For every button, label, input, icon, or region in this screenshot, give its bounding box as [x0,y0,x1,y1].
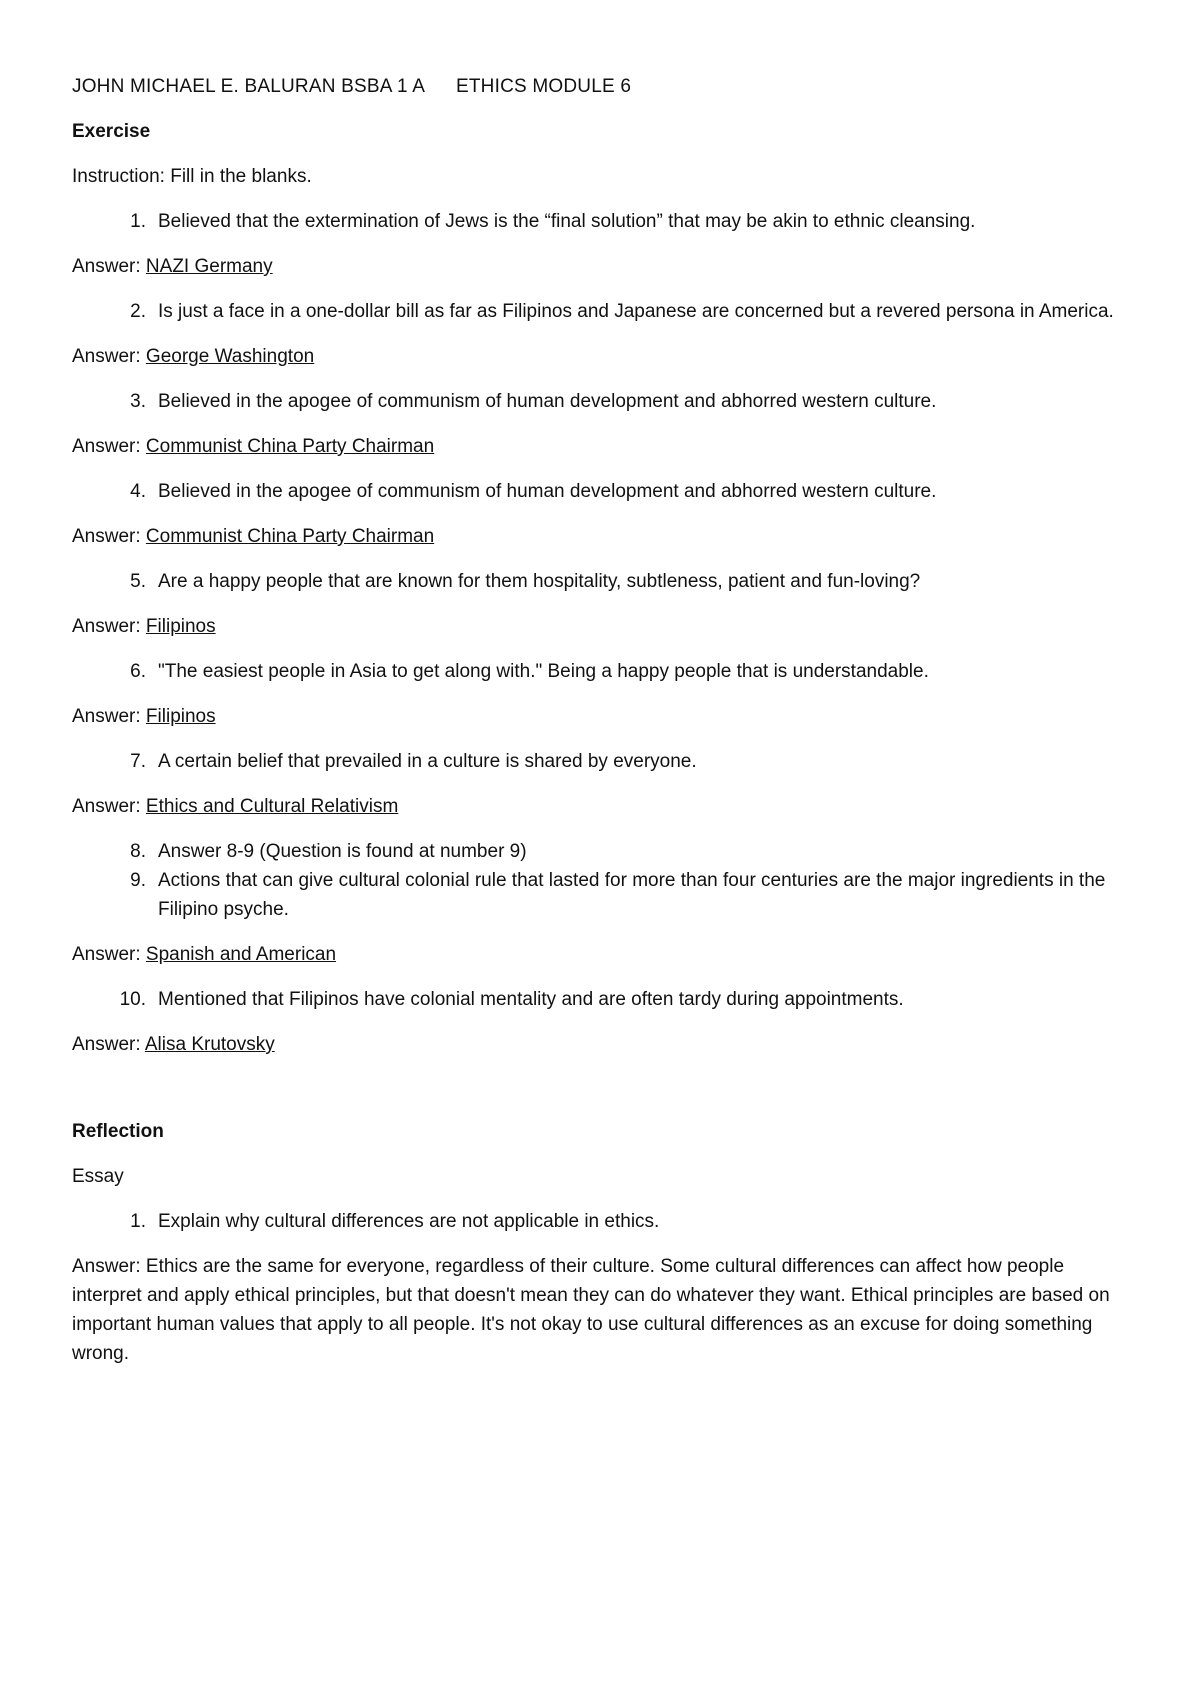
module-title: ETHICS MODULE 6 [456,76,632,97]
question-number: 4. [130,481,146,502]
answer-line [72,612,1132,641]
answer-line [72,702,1132,731]
question-item [72,207,1132,236]
question-number: 7. [130,751,146,772]
question-text: Believed in the apogee of communism of human development and abhorred western culture. [158,391,937,412]
question-text: Answer 8-9 (Question is found at number 9) [158,841,527,862]
question-text: A certain belief that prevailed in a culture is shared by everyone. [158,751,697,772]
answer-label: Answer: [72,796,141,817]
question-text: Explain why cultural differences are not applicable in ethics. [158,1211,660,1232]
question-item [72,387,1132,416]
question-text: Is just a face in a one-dollar bill as far as Filipinos and Japanese are concerned but a revered persona in America. [158,301,1114,322]
answer-value: Ethics and Cultural Relativism [145,796,399,817]
reflection-heading: Reflection [72,1121,164,1142]
answer-value: Spanish and American [145,944,337,965]
question-text: Actions that can give cultural colonial rule that lasted for more than four centuries are the major ingredients in the Filipino psyche. [158,870,1106,920]
question-text: "The easiest people in Asia to get along with." Being a happy people that is understandable. [158,661,929,682]
answer-label: Answer: [72,526,141,547]
answer-value: Alisa Krutovsky [144,1034,275,1055]
answer-value: Communist China Party Chairman [145,436,435,457]
question-number: 6. [130,661,146,682]
question-item [72,747,1132,776]
question-number: 1. [130,211,146,232]
answer-value: NAZI Germany [145,256,273,277]
question-block-4 [72,477,1132,551]
exercise-heading: Exercise [72,121,151,142]
question-block-3 [72,387,1132,461]
question-item [72,866,1132,924]
question-text: Are a happy people that are known for them hospitality, subtleness, patient and fun-loving? [158,571,921,592]
document-header [72,72,1132,101]
question-block-1 [72,207,1132,281]
question-block-5 [72,567,1132,641]
essay-question [72,1207,1132,1236]
answer-label: Answer: [72,706,141,727]
answer-label: Answer: [72,256,141,277]
essay-subheading: Essay [72,1166,124,1187]
answer-line [72,342,1132,371]
question-item [72,477,1132,506]
question-item [72,657,1132,686]
question-block-7 [72,747,1132,821]
question-number: 3. [130,391,146,412]
question-item [72,837,1132,866]
question-block-6 [72,657,1132,731]
document-page [72,72,1132,1368]
question-block-2 [72,297,1132,371]
section-spacer [72,1075,1132,1117]
answer-label: Answer: [72,436,141,457]
question-number: 2. [130,301,146,322]
question-block-8-9 [72,837,1132,969]
question-text: Believed that the extermination of Jews is the “final solution” that may be akin to ethnic cleansing. [158,211,976,232]
answer-label: Answer: [72,616,141,637]
answer-label: Answer: [72,1034,141,1055]
answer-value: Filipinos [145,706,216,727]
question-item [72,985,1132,1014]
answer-value: Communist China Party Chairman [145,526,435,547]
question-number: 1. [130,1211,146,1232]
answer-label: Answer: [72,944,141,965]
answer-line [72,792,1132,821]
answer-line [72,1030,1132,1059]
answer-line [72,940,1132,969]
question-number: 10. [119,989,146,1010]
question-text: Believed in the apogee of communism of human development and abhorred western culture. [158,481,937,502]
answer-line [72,252,1132,281]
answer-label: Answer: [72,346,141,367]
question-number: 9. [130,870,146,891]
question-text: Mentioned that Filipinos have colonial mentality and are often tardy during appointments. [158,989,904,1010]
question-item [72,567,1132,596]
instruction-text: Instruction: Fill in the blanks. [72,166,312,187]
essay-answer: Answer: Ethics are the same for everyone, regardless of their culture. Some cultural differences can affect how people interpret and apply ethical principles, but that doesn't mean they can do whatever they want. Ethical principles are based on important human values that apply to all people. It's not okay to use cultural differences as an excuse for doing something wrong. [72,1256,1110,1364]
answer-value: George Washington [145,346,315,367]
answer-value: Filipinos [145,616,216,637]
answer-line [72,432,1132,461]
question-number: 5. [130,571,146,592]
question-item [72,297,1132,326]
answer-line [72,522,1132,551]
student-name: JOHN MICHAEL E. BALURAN BSBA 1 A [72,76,426,97]
question-block-10 [72,985,1132,1059]
question-number: 8. [130,841,146,862]
